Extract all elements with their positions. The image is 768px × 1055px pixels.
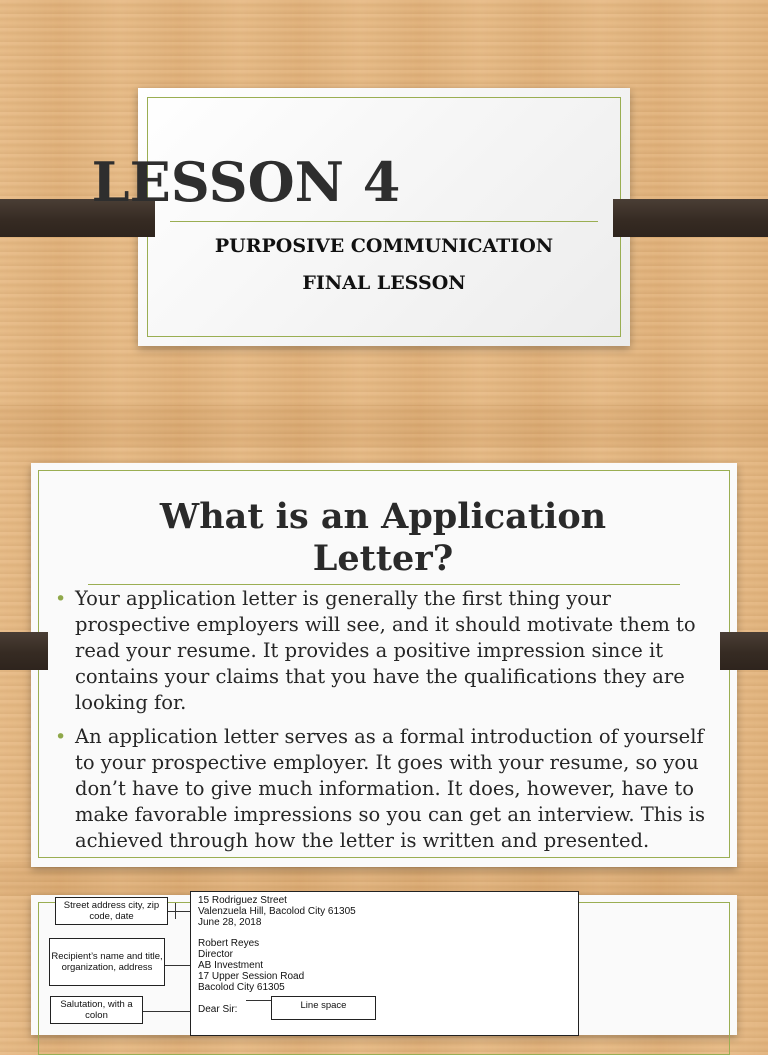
- lesson-subtitle: FINAL LESSON: [302, 272, 466, 294]
- wood-shade-band: [0, 405, 768, 447]
- connector-line: [168, 911, 190, 912]
- heading-divider: [88, 584, 680, 585]
- connector-line: [165, 965, 190, 966]
- letter-address-2: Bacolod City 61305: [198, 982, 285, 993]
- slide-inner-border: [147, 97, 621, 337]
- lesson-title: LESSON 4: [91, 150, 401, 214]
- right-strap: [613, 199, 768, 237]
- bullet-text: An application letter serves as a formal introduction of yourself to your prospective employer. It goes with your resume, so you don’t have to give much information. It does, however, have to make favorable impressions so you can get an interview. This is achieved through how the letter is written and presented.: [75, 725, 706, 852]
- label-address: Street address city, zip code, date: [55, 897, 168, 925]
- letter-street: 15 Rodriguez Street: [198, 895, 287, 906]
- connector-line: [143, 1011, 190, 1012]
- right-strap: [720, 632, 768, 670]
- letter-city: Valenzuela Hill, Bacolod City 61305: [198, 906, 356, 917]
- slide-title-card: [138, 88, 630, 346]
- bullet-item: [53, 586, 721, 716]
- letter-address-1: 17 Upper Session Road: [198, 971, 305, 982]
- bullet-icon: •: [55, 726, 67, 748]
- letter-company: AB Investment: [198, 960, 264, 971]
- label-salutation: Salutation, with a colon: [50, 996, 143, 1024]
- left-strap: [0, 632, 48, 670]
- letter-salutation: Dear Sir:: [198, 1004, 238, 1015]
- slide-application-letter: [31, 463, 737, 867]
- bullet-icon: •: [55, 588, 67, 610]
- label-recipient: Recipient’s name and title, organization, address: [49, 938, 165, 986]
- title-divider: [170, 221, 598, 222]
- connector-line: [175, 903, 176, 919]
- slide-heading: What is an Application Letter?: [159, 496, 607, 579]
- letter-recipient-name: Robert Reyes: [198, 938, 260, 949]
- connector-line: [246, 1000, 271, 1001]
- label-line-space: Line space: [271, 996, 376, 1020]
- letter-recipient-title: Director: [198, 949, 234, 960]
- bullet-item: [53, 724, 721, 854]
- bullet-text: Your application letter is generally the first thing your prospective employers will see, and it should motivate them to read your resume. It provides a positive impression since it contains your claims that you have the qualifications they are looking for.: [75, 587, 696, 714]
- bullet-list: [53, 586, 721, 862]
- letter-date: June 28, 2018: [198, 917, 262, 928]
- course-subtitle: PURPOSIVE COMMUNICATION: [214, 235, 554, 257]
